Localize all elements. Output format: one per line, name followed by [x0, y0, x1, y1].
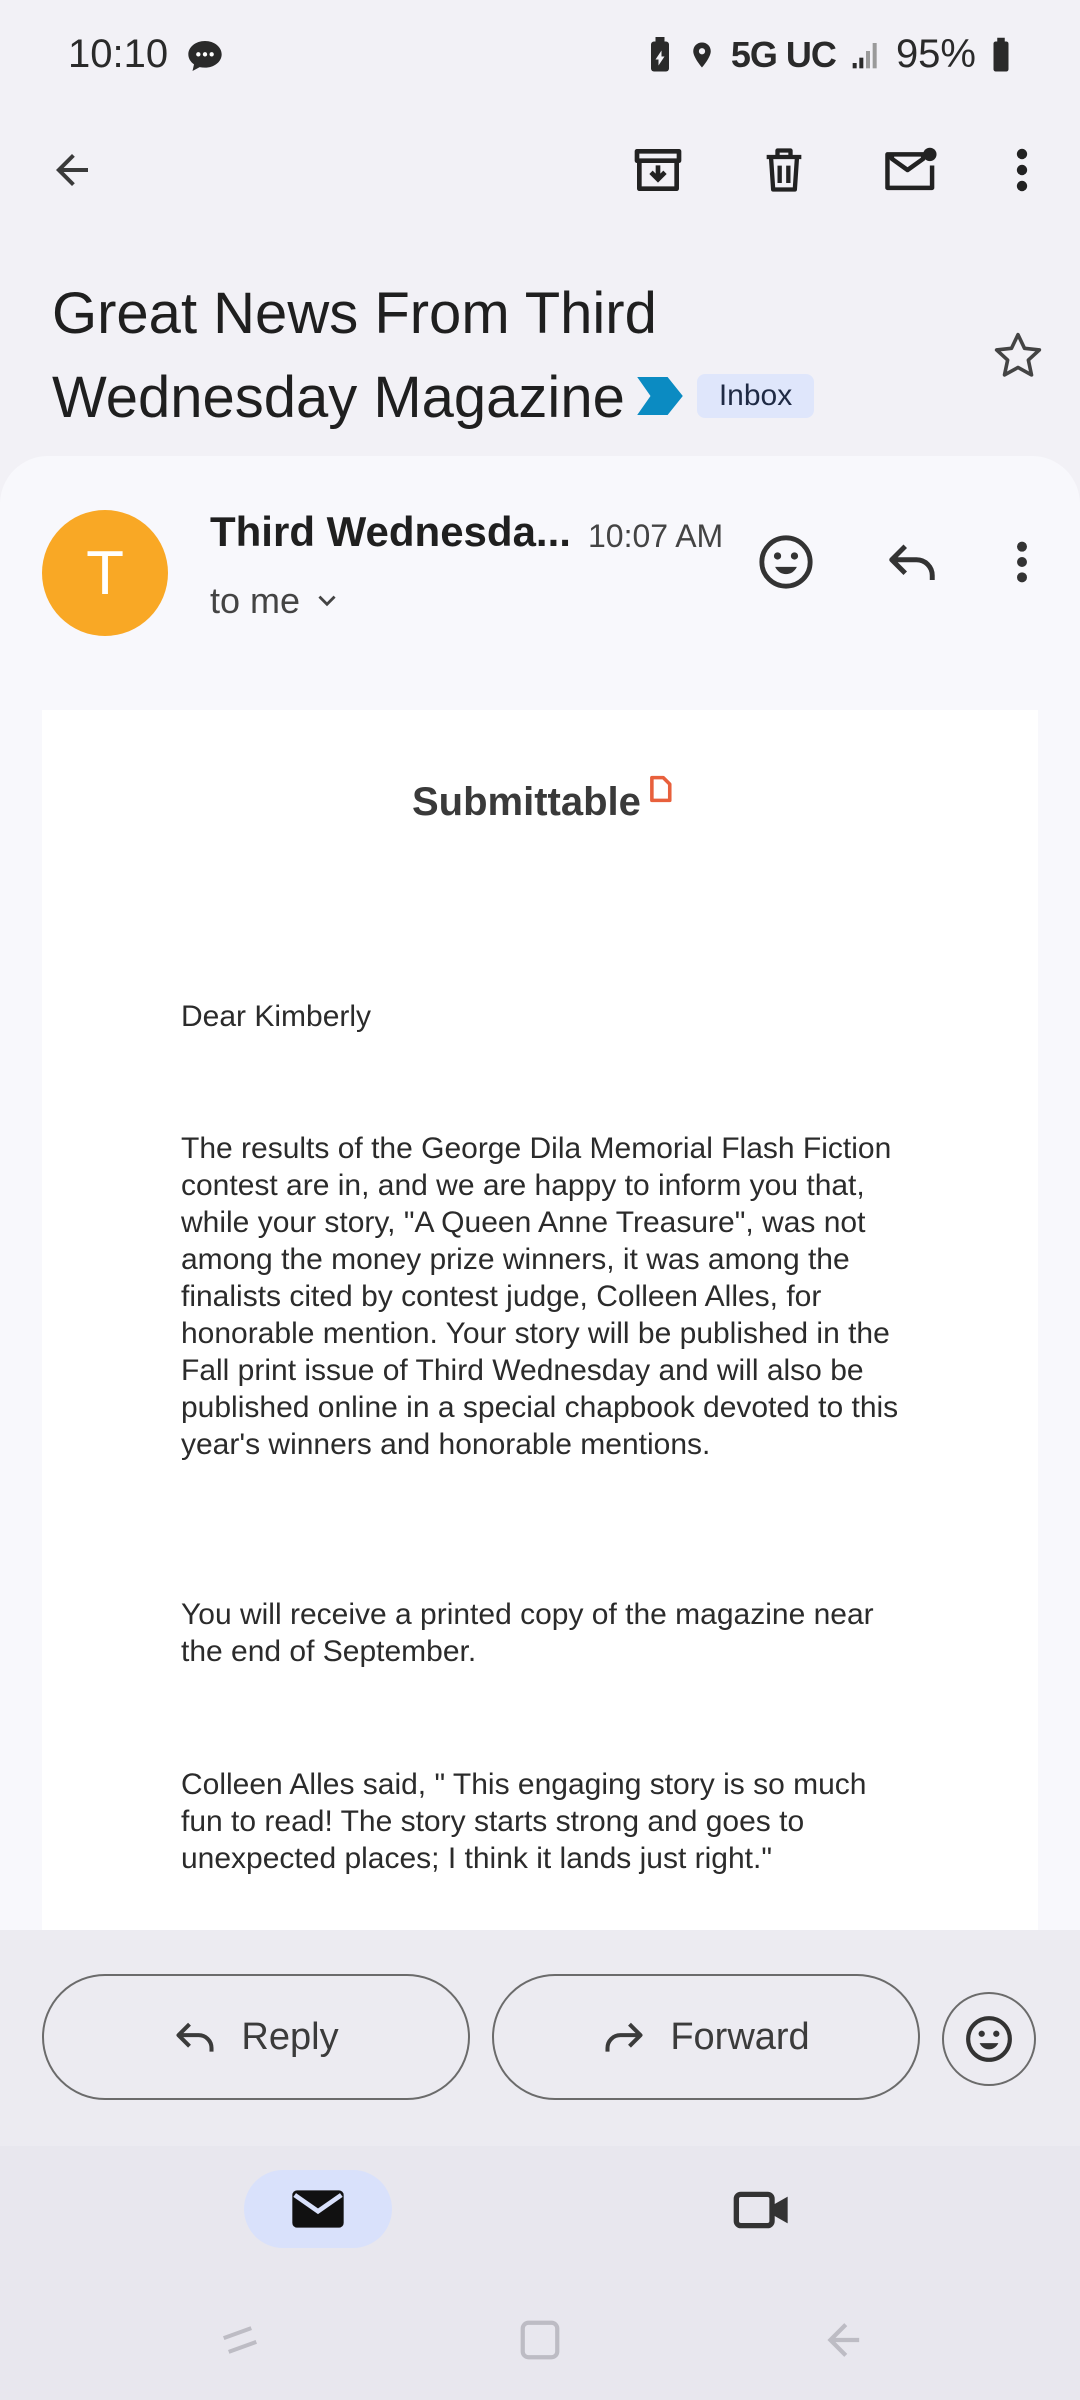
network-type: 5G UC	[730, 33, 836, 75]
recipient-details[interactable]	[210, 580, 340, 622]
logo-mark-icon	[647, 774, 673, 804]
status-icons	[647, 32, 1012, 77]
delete-button[interactable]	[744, 130, 824, 210]
sender-name[interactable]: Third Wednesda...	[210, 508, 571, 555]
archive-button[interactable]	[618, 130, 698, 210]
archive-icon	[630, 142, 686, 198]
avatar-initial: T	[86, 538, 124, 608]
reply-label: Reply	[241, 2015, 339, 2058]
message-more-button[interactable]	[982, 522, 1062, 602]
logo-text: Submittable	[412, 780, 641, 824]
mark-unread-button[interactable]	[872, 130, 952, 210]
react-button[interactable]	[746, 522, 826, 602]
submittable-logo	[412, 780, 673, 825]
reply-icon	[885, 538, 939, 586]
trash-icon	[758, 142, 810, 198]
meet-tab[interactable]	[722, 2170, 802, 2250]
reply-icon-button[interactable]	[872, 522, 952, 602]
emoji-icon	[757, 533, 815, 591]
mail-tab[interactable]	[244, 2170, 392, 2248]
home-icon	[517, 2317, 563, 2363]
paragraph-printed-copy: You will receive a printed copy of the magazine near the end of September.	[181, 1598, 874, 1668]
battery-icon	[990, 37, 1012, 73]
paragraph-judge-quote: Colleen Alles said, " This engaging story is so much fun to read! The story starts strong and goes to unexpected places; I think it lands just right."	[181, 1768, 867, 1875]
forward-icon	[602, 2017, 646, 2057]
more-options-button[interactable]	[982, 130, 1062, 210]
emoji-icon	[964, 2014, 1014, 2064]
emoji-react-button[interactable]	[942, 1992, 1036, 2086]
mail-icon	[290, 2187, 346, 2231]
more-vert-icon	[1015, 539, 1029, 585]
system-back-button[interactable]	[800, 2300, 880, 2380]
forward-button[interactable]	[492, 1974, 920, 2100]
battery-percent: 95%	[895, 32, 976, 76]
star-button[interactable]	[978, 316, 1058, 396]
important-marker-icon[interactable]	[637, 377, 683, 415]
sender-avatar[interactable]	[42, 510, 168, 636]
arrow-back-icon	[48, 146, 96, 194]
message-time: 10:07 AM	[588, 518, 724, 554]
back-button[interactable]	[32, 130, 112, 210]
more-vert-icon	[1015, 146, 1029, 194]
status-time-text: 10:10	[68, 32, 169, 76]
signal-icon	[850, 39, 882, 71]
back-chevron-icon	[817, 2317, 863, 2363]
chat-bubble-icon	[185, 36, 225, 76]
greeting: Dear Kimberly	[181, 1000, 372, 1033]
recipient-text: to me	[210, 580, 301, 621]
paragraph-results: The results of the George Dila Memorial Flash Fiction contest are in, and we are happy to inform you that, while your story, "A Queen Anne Treasure", was not among the money prize winners, it was among the finalists cited by contest judge, Colleen Alles, for honorable mention. Your story will be published in the Fall print issue of Third Wednesday and will also be published online in a special chapbook devoted to this year's winners and honorable mentions.	[181, 1132, 899, 1461]
battery-saver-icon	[647, 37, 673, 73]
recents-icon	[218, 2318, 262, 2362]
email-subject	[52, 272, 952, 440]
mark-unread-icon	[883, 142, 941, 198]
recent-apps-button[interactable]	[200, 2300, 280, 2380]
subject-text: Great News From Third Wednesday Magazine	[52, 281, 657, 430]
video-icon	[733, 2188, 791, 2232]
chevron-down-icon	[314, 588, 340, 614]
forward-label: Forward	[670, 2015, 810, 2058]
reply-button[interactable]	[42, 1974, 470, 2100]
star-icon	[991, 329, 1045, 383]
location-icon	[687, 37, 717, 73]
inbox-label[interactable]: Inbox	[697, 374, 814, 418]
home-button[interactable]	[500, 2300, 580, 2380]
reply-icon	[173, 2017, 217, 2057]
status-time	[68, 32, 225, 77]
